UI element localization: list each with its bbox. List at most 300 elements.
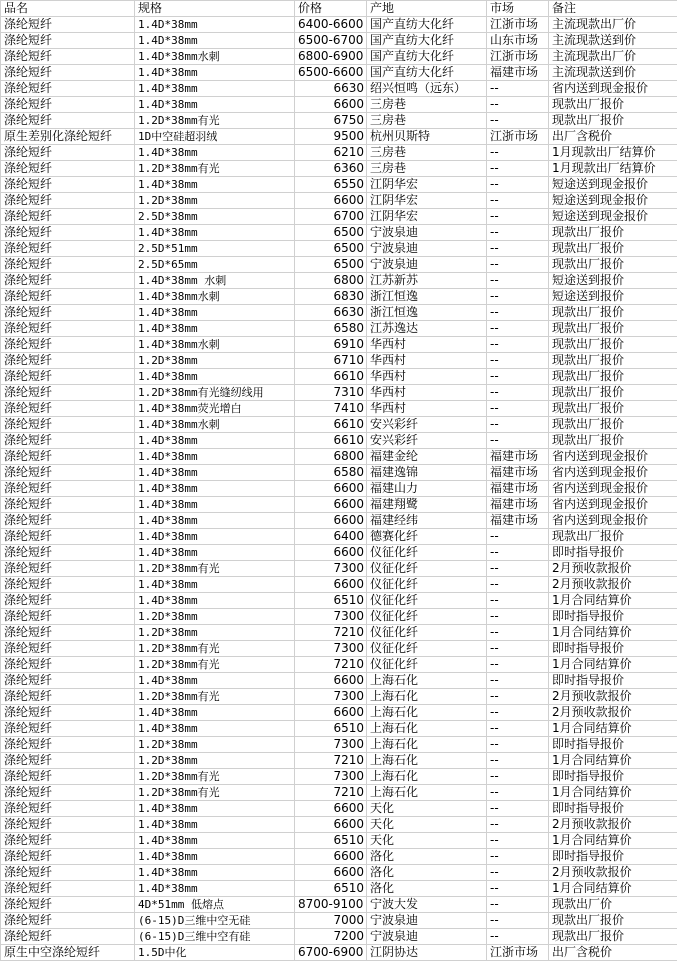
cell-spec[interactable]: 1.4D*38mm xyxy=(135,97,295,113)
cell-market[interactable]: -- xyxy=(487,609,549,625)
cell-market[interactable]: -- xyxy=(487,401,549,417)
cell-product-name[interactable]: 涤纶短纤 xyxy=(1,593,135,609)
cell-origin[interactable]: 上海石化 xyxy=(367,785,487,801)
cell-spec[interactable]: 1.4D*38mm xyxy=(135,577,295,593)
cell-price[interactable]: 7410 xyxy=(295,401,367,417)
cell-origin[interactable]: 天化 xyxy=(367,801,487,817)
cell-market[interactable]: -- xyxy=(487,113,549,129)
cell-origin[interactable]: 福建翔鹭 xyxy=(367,497,487,513)
cell-origin[interactable]: 杭州贝斯特 xyxy=(367,129,487,145)
cell-price[interactable]: 6630 xyxy=(295,81,367,97)
cell-spec[interactable]: 1.4D*38mm xyxy=(135,833,295,849)
cell-product-name[interactable]: 涤纶短纤 xyxy=(1,817,135,833)
cell-market[interactable]: 江浙市场 xyxy=(487,17,549,33)
cell-price[interactable]: 6600 xyxy=(295,577,367,593)
cell-product-name[interactable]: 涤纶短纤 xyxy=(1,481,135,497)
cell-market[interactable]: -- xyxy=(487,353,549,369)
cell-market[interactable]: -- xyxy=(487,145,549,161)
cell-remark[interactable]: 现款出厂报价 xyxy=(549,97,677,113)
cell-origin[interactable]: 三房巷 xyxy=(367,97,487,113)
cell-remark[interactable]: 现款出厂报价 xyxy=(549,529,677,545)
cell-price[interactable]: 9500 xyxy=(295,129,367,145)
cell-price[interactable]: 7200 xyxy=(295,929,367,945)
cell-market[interactable]: -- xyxy=(487,833,549,849)
cell-price[interactable]: 6500 xyxy=(295,225,367,241)
cell-origin[interactable]: 江阴华宏 xyxy=(367,177,487,193)
cell-spec[interactable]: 1.2D*38mm xyxy=(135,609,295,625)
cell-origin[interactable]: 上海石化 xyxy=(367,721,487,737)
cell-spec[interactable]: 2.5D*65mm xyxy=(135,257,295,273)
cell-price[interactable]: 7300 xyxy=(295,641,367,657)
cell-origin[interactable]: 绍兴恒鸣（远东） xyxy=(367,81,487,97)
cell-market[interactable]: -- xyxy=(487,193,549,209)
cell-price[interactable]: 6800 xyxy=(295,273,367,289)
cell-origin[interactable]: 浙江恒逸 xyxy=(367,289,487,305)
cell-spec[interactable]: 1.4D*38mm xyxy=(135,369,295,385)
cell-product-name[interactable]: 原生差别化涤纶短纤 xyxy=(1,129,135,145)
cell-origin[interactable]: 华西村 xyxy=(367,369,487,385)
cell-spec[interactable]: 1.4D*38mm xyxy=(135,849,295,865)
cell-product-name[interactable]: 涤纶短纤 xyxy=(1,497,135,513)
cell-remark[interactable]: 1月合同结算价 xyxy=(549,833,677,849)
cell-product-name[interactable]: 涤纶短纤 xyxy=(1,417,135,433)
cell-remark[interactable]: 即时指导报价 xyxy=(549,769,677,785)
cell-price[interactable]: 6800 xyxy=(295,449,367,465)
cell-spec[interactable]: 1D中空硅超羽绒 xyxy=(135,129,295,145)
cell-price[interactable]: 6700 xyxy=(295,209,367,225)
cell-origin[interactable]: 天化 xyxy=(367,817,487,833)
cell-spec[interactable]: 1.2D*38mm有光 xyxy=(135,689,295,705)
cell-origin[interactable]: 国产直纺大化纤 xyxy=(367,17,487,33)
cell-price[interactable]: 6610 xyxy=(295,433,367,449)
cell-price[interactable]: 6400-6600 xyxy=(295,17,367,33)
cell-remark[interactable]: 省内送到现金报价 xyxy=(549,481,677,497)
cell-product-name[interactable]: 涤纶短纤 xyxy=(1,225,135,241)
cell-remark[interactable]: 省内送到现金报价 xyxy=(549,513,677,529)
cell-product-name[interactable]: 涤纶短纤 xyxy=(1,689,135,705)
cell-origin[interactable]: 华西村 xyxy=(367,385,487,401)
cell-price[interactable]: 6600 xyxy=(295,849,367,865)
cell-product-name[interactable]: 涤纶短纤 xyxy=(1,433,135,449)
cell-origin[interactable]: 德赛化纤 xyxy=(367,529,487,545)
cell-spec[interactable]: 1.2D*38mm有光 xyxy=(135,161,295,177)
cell-price[interactable]: 6610 xyxy=(295,369,367,385)
cell-market[interactable]: -- xyxy=(487,257,549,273)
cell-spec[interactable]: 1.4D*38mm xyxy=(135,529,295,545)
cell-origin[interactable]: 仪征化纤 xyxy=(367,641,487,657)
cell-price[interactable]: 6500 xyxy=(295,241,367,257)
cell-origin[interactable]: 仪征化纤 xyxy=(367,609,487,625)
cell-product-name[interactable]: 涤纶短纤 xyxy=(1,305,135,321)
cell-remark[interactable]: 现款出厂报价 xyxy=(549,257,677,273)
cell-price[interactable]: 8700-9100 xyxy=(295,897,367,913)
cell-market[interactable]: 福建市场 xyxy=(487,465,549,481)
cell-market[interactable]: -- xyxy=(487,577,549,593)
cell-remark[interactable]: 主流现款出厂价 xyxy=(549,49,677,65)
cell-market[interactable]: -- xyxy=(487,417,549,433)
cell-origin[interactable]: 华西村 xyxy=(367,353,487,369)
cell-product-name[interactable]: 涤纶短纤 xyxy=(1,609,135,625)
cell-remark[interactable]: 1月合同结算价 xyxy=(549,625,677,641)
cell-price[interactable]: 6800-6900 xyxy=(295,49,367,65)
cell-spec[interactable]: 1.4D*38mm水刺 xyxy=(135,49,295,65)
cell-product-name[interactable]: 涤纶短纤 xyxy=(1,465,135,481)
cell-remark[interactable]: 现款出厂报价 xyxy=(549,369,677,385)
cell-spec[interactable]: 1.4D*38mm水刺 xyxy=(135,289,295,305)
cell-spec[interactable]: 1.4D*38mm xyxy=(135,673,295,689)
cell-price[interactable]: 6750 xyxy=(295,113,367,129)
cell-price[interactable]: 7000 xyxy=(295,913,367,929)
cell-market[interactable]: -- xyxy=(487,97,549,113)
header-market[interactable]: 市场 xyxy=(487,1,549,17)
cell-origin[interactable]: 安兴彩纤 xyxy=(367,433,487,449)
cell-origin[interactable]: 江苏新苏 xyxy=(367,273,487,289)
cell-origin[interactable]: 仪征化纤 xyxy=(367,545,487,561)
cell-price[interactable]: 6600 xyxy=(295,193,367,209)
cell-spec[interactable]: 2.5D*38mm xyxy=(135,209,295,225)
cell-origin[interactable]: 仪征化纤 xyxy=(367,561,487,577)
cell-market[interactable]: -- xyxy=(487,849,549,865)
cell-price[interactable]: 6500 xyxy=(295,257,367,273)
cell-product-name[interactable]: 涤纶短纤 xyxy=(1,545,135,561)
cell-spec[interactable]: (6-15)D三维中空无硅 xyxy=(135,913,295,929)
cell-origin[interactable]: 华西村 xyxy=(367,401,487,417)
cell-market[interactable]: -- xyxy=(487,673,549,689)
cell-remark[interactable]: 短途送到现金报价 xyxy=(549,209,677,225)
cell-price[interactable]: 7210 xyxy=(295,753,367,769)
cell-remark[interactable]: 2月预收款报价 xyxy=(549,561,677,577)
cell-market[interactable]: -- xyxy=(487,769,549,785)
cell-price[interactable]: 6580 xyxy=(295,321,367,337)
cell-origin[interactable]: 安兴彩纤 xyxy=(367,417,487,433)
cell-remark[interactable]: 现款出厂报价 xyxy=(549,929,677,945)
cell-product-name[interactable]: 涤纶短纤 xyxy=(1,865,135,881)
cell-remark[interactable]: 现款出厂报价 xyxy=(549,305,677,321)
cell-origin[interactable]: 上海石化 xyxy=(367,689,487,705)
cell-spec[interactable]: 1.4D*38mm xyxy=(135,321,295,337)
cell-spec[interactable]: 1.4D*38mm xyxy=(135,465,295,481)
cell-spec[interactable]: 1.4D*38mm 水刺 xyxy=(135,273,295,289)
cell-product-name[interactable]: 涤纶短纤 xyxy=(1,641,135,657)
cell-product-name[interactable]: 涤纶短纤 xyxy=(1,193,135,209)
cell-product-name[interactable]: 涤纶短纤 xyxy=(1,913,135,929)
cell-spec[interactable]: 1.4D*38mm xyxy=(135,593,295,609)
cell-spec[interactable]: 1.4D*38mm xyxy=(135,65,295,81)
cell-market[interactable]: -- xyxy=(487,561,549,577)
cell-spec[interactable]: 1.4D*38mm xyxy=(135,145,295,161)
cell-product-name[interactable]: 涤纶短纤 xyxy=(1,881,135,897)
cell-remark[interactable]: 1月合同结算价 xyxy=(549,593,677,609)
cell-price[interactable]: 6400 xyxy=(295,529,367,545)
cell-remark[interactable]: 即时指导报价 xyxy=(549,801,677,817)
cell-market[interactable]: -- xyxy=(487,369,549,385)
cell-origin[interactable]: 宁波泉迪 xyxy=(367,225,487,241)
cell-remark[interactable]: 现款出厂价 xyxy=(549,897,677,913)
cell-product-name[interactable]: 涤纶短纤 xyxy=(1,769,135,785)
cell-market[interactable]: -- xyxy=(487,433,549,449)
cell-product-name[interactable]: 涤纶短纤 xyxy=(1,737,135,753)
cell-remark[interactable]: 即时指导报价 xyxy=(549,737,677,753)
cell-price[interactable]: 6710 xyxy=(295,353,367,369)
cell-market[interactable]: -- xyxy=(487,817,549,833)
cell-product-name[interactable]: 原生中空涤纶短纤 xyxy=(1,945,135,961)
cell-price[interactable]: 6600 xyxy=(295,817,367,833)
cell-remark[interactable]: 现款出厂报价 xyxy=(549,225,677,241)
cell-remark[interactable]: 1月合同结算价 xyxy=(549,785,677,801)
cell-remark[interactable]: 即时指导报价 xyxy=(549,673,677,689)
cell-market[interactable]: -- xyxy=(487,209,549,225)
header-remark[interactable]: 备注 xyxy=(549,1,677,17)
cell-origin[interactable]: 上海石化 xyxy=(367,753,487,769)
cell-origin[interactable]: 上海石化 xyxy=(367,673,487,689)
cell-spec[interactable]: 4D*51mm 低熔点 xyxy=(135,897,295,913)
cell-origin[interactable]: 国产直纺大化纤 xyxy=(367,65,487,81)
cell-remark[interactable]: 即时指导报价 xyxy=(549,545,677,561)
cell-remark[interactable]: 短途送到报价 xyxy=(549,289,677,305)
cell-spec[interactable]: 1.4D*38mm水刺 xyxy=(135,417,295,433)
cell-spec[interactable]: 1.2D*38mm xyxy=(135,753,295,769)
cell-market[interactable]: -- xyxy=(487,273,549,289)
cell-spec[interactable]: 1.4D*38mm xyxy=(135,305,295,321)
cell-spec[interactable]: 1.4D*38mm xyxy=(135,497,295,513)
cell-remark[interactable]: 1月现款出厂结算价 xyxy=(549,161,677,177)
header-spec[interactable]: 规格 xyxy=(135,1,295,17)
cell-market[interactable]: -- xyxy=(487,913,549,929)
cell-origin[interactable]: 浙江恒逸 xyxy=(367,305,487,321)
cell-spec[interactable]: 1.2D*38mm有光 xyxy=(135,641,295,657)
header-product-name[interactable]: 品名 xyxy=(1,1,135,17)
cell-product-name[interactable]: 涤纶短纤 xyxy=(1,337,135,353)
cell-market[interactable]: -- xyxy=(487,81,549,97)
cell-remark[interactable]: 2月预收款报价 xyxy=(549,865,677,881)
cell-market[interactable]: -- xyxy=(487,689,549,705)
cell-product-name[interactable]: 涤纶短纤 xyxy=(1,833,135,849)
cell-price[interactable]: 7210 xyxy=(295,785,367,801)
cell-market[interactable]: 江浙市场 xyxy=(487,129,549,145)
cell-spec[interactable]: 1.4D*38mm xyxy=(135,721,295,737)
cell-origin[interactable]: 国产直纺大化纤 xyxy=(367,49,487,65)
cell-remark[interactable]: 1月合同结算价 xyxy=(549,657,677,673)
cell-origin[interactable]: 福建逸锦 xyxy=(367,465,487,481)
cell-origin[interactable]: 福建金纶 xyxy=(367,449,487,465)
cell-spec[interactable]: (6-15)D三维中空有硅 xyxy=(135,929,295,945)
cell-origin[interactable]: 三房巷 xyxy=(367,145,487,161)
cell-origin[interactable]: 洛化 xyxy=(367,865,487,881)
cell-remark[interactable]: 出厂含税价 xyxy=(549,129,677,145)
cell-origin[interactable]: 三房巷 xyxy=(367,161,487,177)
cell-product-name[interactable]: 涤纶短纤 xyxy=(1,929,135,945)
cell-origin[interactable]: 仪征化纤 xyxy=(367,625,487,641)
cell-market[interactable]: -- xyxy=(487,529,549,545)
cell-remark[interactable]: 1月合同结算价 xyxy=(549,881,677,897)
cell-price[interactable]: 7300 xyxy=(295,737,367,753)
cell-price[interactable]: 7210 xyxy=(295,657,367,673)
cell-remark[interactable]: 现款出厂报价 xyxy=(549,385,677,401)
cell-product-name[interactable]: 涤纶短纤 xyxy=(1,849,135,865)
cell-product-name[interactable]: 涤纶短纤 xyxy=(1,145,135,161)
cell-market[interactable]: -- xyxy=(487,865,549,881)
header-price[interactable]: 价格 xyxy=(295,1,367,17)
cell-product-name[interactable]: 涤纶短纤 xyxy=(1,513,135,529)
cell-price[interactable]: 6550 xyxy=(295,177,367,193)
cell-spec[interactable]: 1.2D*38mm有光 xyxy=(135,785,295,801)
cell-spec[interactable]: 1.4D*38mm xyxy=(135,81,295,97)
cell-price[interactable]: 6580 xyxy=(295,465,367,481)
cell-origin[interactable]: 宁波泉迪 xyxy=(367,241,487,257)
cell-price[interactable]: 7300 xyxy=(295,609,367,625)
cell-market[interactable]: -- xyxy=(487,289,549,305)
cell-price[interactable]: 6500-6600 xyxy=(295,65,367,81)
cell-spec[interactable]: 1.4D*38mm水刺 xyxy=(135,337,295,353)
cell-remark[interactable]: 即时指导报价 xyxy=(549,641,677,657)
cell-remark[interactable]: 主流现款送到价 xyxy=(549,33,677,49)
cell-remark[interactable]: 2月预收款报价 xyxy=(549,577,677,593)
cell-price[interactable]: 6700-6900 xyxy=(295,945,367,961)
cell-market[interactable]: 福建市场 xyxy=(487,449,549,465)
cell-product-name[interactable]: 涤纶短纤 xyxy=(1,785,135,801)
cell-spec[interactable]: 1.2D*38mm xyxy=(135,625,295,641)
cell-product-name[interactable]: 涤纶短纤 xyxy=(1,113,135,129)
cell-remark[interactable]: 省内送到现金报价 xyxy=(549,497,677,513)
cell-price[interactable]: 6510 xyxy=(295,593,367,609)
cell-origin[interactable]: 仪征化纤 xyxy=(367,577,487,593)
cell-origin[interactable]: 上海石化 xyxy=(367,737,487,753)
cell-product-name[interactable]: 涤纶短纤 xyxy=(1,17,135,33)
cell-remark[interactable]: 现款出厂报价 xyxy=(549,433,677,449)
cell-product-name[interactable]: 涤纶短纤 xyxy=(1,705,135,721)
cell-spec[interactable]: 1.2D*38mm有光 xyxy=(135,113,295,129)
cell-origin[interactable]: 江苏逸达 xyxy=(367,321,487,337)
cell-product-name[interactable]: 涤纶短纤 xyxy=(1,161,135,177)
cell-market[interactable]: -- xyxy=(487,881,549,897)
cell-product-name[interactable]: 涤纶短纤 xyxy=(1,721,135,737)
cell-remark[interactable]: 主流现款出厂价 xyxy=(549,17,677,33)
cell-market[interactable]: 江浙市场 xyxy=(487,49,549,65)
cell-spec[interactable]: 2.5D*51mm xyxy=(135,241,295,257)
cell-product-name[interactable]: 涤纶短纤 xyxy=(1,257,135,273)
cell-price[interactable]: 6360 xyxy=(295,161,367,177)
cell-market[interactable]: -- xyxy=(487,177,549,193)
cell-price[interactable]: 6500-6700 xyxy=(295,33,367,49)
cell-product-name[interactable]: 涤纶短纤 xyxy=(1,65,135,81)
cell-market[interactable]: 福建市场 xyxy=(487,513,549,529)
cell-origin[interactable]: 福建山力 xyxy=(367,481,487,497)
cell-product-name[interactable]: 涤纶短纤 xyxy=(1,209,135,225)
cell-spec[interactable]: 1.4D*38mm xyxy=(135,17,295,33)
cell-product-name[interactable]: 涤纶短纤 xyxy=(1,625,135,641)
cell-remark[interactable]: 现款出厂报价 xyxy=(549,417,677,433)
cell-spec[interactable]: 1.4D*38mm xyxy=(135,513,295,529)
cell-price[interactable]: 6510 xyxy=(295,833,367,849)
cell-origin[interactable]: 仪征化纤 xyxy=(367,593,487,609)
cell-remark[interactable]: 出厂含税价 xyxy=(549,945,677,961)
cell-origin[interactable]: 江阴协达 xyxy=(367,945,487,961)
cell-price[interactable]: 6600 xyxy=(295,865,367,881)
cell-origin[interactable]: 洛化 xyxy=(367,849,487,865)
cell-market[interactable]: -- xyxy=(487,705,549,721)
cell-spec[interactable]: 1.4D*38mm xyxy=(135,433,295,449)
cell-market[interactable]: -- xyxy=(487,241,549,257)
cell-spec[interactable]: 1.4D*38mm xyxy=(135,881,295,897)
cell-spec[interactable]: 1.4D*38mm xyxy=(135,545,295,561)
cell-origin[interactable]: 仪征化纤 xyxy=(367,657,487,673)
cell-market[interactable]: 福建市场 xyxy=(487,65,549,81)
cell-remark[interactable]: 现款出厂报价 xyxy=(549,113,677,129)
cell-remark[interactable]: 现款出厂报价 xyxy=(549,913,677,929)
cell-market[interactable]: -- xyxy=(487,337,549,353)
cell-market[interactable]: -- xyxy=(487,753,549,769)
cell-remark[interactable]: 现款出厂报价 xyxy=(549,241,677,257)
cell-product-name[interactable]: 涤纶短纤 xyxy=(1,97,135,113)
cell-product-name[interactable]: 涤纶短纤 xyxy=(1,369,135,385)
cell-origin[interactable]: 宁波泉迪 xyxy=(367,257,487,273)
cell-remark[interactable]: 省内送到现金报价 xyxy=(549,81,677,97)
cell-spec[interactable]: 1.4D*38mm xyxy=(135,177,295,193)
cell-spec[interactable]: 1.2D*38mm xyxy=(135,353,295,369)
cell-product-name[interactable]: 涤纶短纤 xyxy=(1,577,135,593)
cell-market[interactable]: -- xyxy=(487,641,549,657)
cell-market[interactable]: -- xyxy=(487,385,549,401)
cell-market[interactable]: 福建市场 xyxy=(487,497,549,513)
cell-remark[interactable]: 1月合同结算价 xyxy=(549,753,677,769)
cell-product-name[interactable]: 涤纶短纤 xyxy=(1,657,135,673)
cell-price[interactable]: 6510 xyxy=(295,721,367,737)
cell-market[interactable]: -- xyxy=(487,225,549,241)
cell-remark[interactable]: 短途送到现金报价 xyxy=(549,177,677,193)
cell-spec[interactable]: 1.4D*38mm xyxy=(135,817,295,833)
cell-remark[interactable]: 省内送到现金报价 xyxy=(549,449,677,465)
cell-price[interactable]: 6910 xyxy=(295,337,367,353)
cell-origin[interactable]: 华西村 xyxy=(367,337,487,353)
cell-price[interactable]: 6630 xyxy=(295,305,367,321)
cell-product-name[interactable]: 涤纶短纤 xyxy=(1,353,135,369)
cell-product-name[interactable]: 涤纶短纤 xyxy=(1,449,135,465)
cell-spec[interactable]: 1.4D*38mm xyxy=(135,801,295,817)
cell-spec[interactable]: 1.5D中化 xyxy=(135,945,295,961)
cell-remark[interactable]: 1月合同结算价 xyxy=(549,721,677,737)
cell-price[interactable]: 6600 xyxy=(295,97,367,113)
cell-market[interactable]: -- xyxy=(487,625,549,641)
cell-price[interactable]: 6600 xyxy=(295,513,367,529)
cell-remark[interactable]: 2月预收款报价 xyxy=(549,817,677,833)
cell-origin[interactable]: 上海石化 xyxy=(367,769,487,785)
cell-price[interactable]: 7300 xyxy=(295,561,367,577)
cell-spec[interactable]: 1.4D*38mm荧光增白 xyxy=(135,401,295,417)
cell-remark[interactable]: 1月现款出厂结算价 xyxy=(549,145,677,161)
cell-remark[interactable]: 2月预收款报价 xyxy=(549,689,677,705)
cell-product-name[interactable]: 涤纶短纤 xyxy=(1,897,135,913)
cell-market[interactable]: -- xyxy=(487,161,549,177)
cell-spec[interactable]: 1.4D*38mm xyxy=(135,865,295,881)
cell-product-name[interactable]: 涤纶短纤 xyxy=(1,177,135,193)
cell-origin[interactable]: 天化 xyxy=(367,833,487,849)
cell-remark[interactable]: 即时指导报价 xyxy=(549,609,677,625)
cell-spec[interactable]: 1.2D*38mm有光 xyxy=(135,657,295,673)
cell-market[interactable]: -- xyxy=(487,801,549,817)
cell-price[interactable]: 6600 xyxy=(295,705,367,721)
cell-product-name[interactable]: 涤纶短纤 xyxy=(1,385,135,401)
cell-origin[interactable]: 洛化 xyxy=(367,881,487,897)
cell-price[interactable]: 6510 xyxy=(295,881,367,897)
cell-price[interactable]: 6830 xyxy=(295,289,367,305)
cell-price[interactable]: 6600 xyxy=(295,801,367,817)
cell-market[interactable]: -- xyxy=(487,593,549,609)
cell-product-name[interactable]: 涤纶短纤 xyxy=(1,33,135,49)
cell-price[interactable]: 6600 xyxy=(295,545,367,561)
cell-product-name[interactable]: 涤纶短纤 xyxy=(1,81,135,97)
cell-price[interactable]: 6610 xyxy=(295,417,367,433)
cell-remark[interactable]: 省内送到现金报价 xyxy=(549,465,677,481)
